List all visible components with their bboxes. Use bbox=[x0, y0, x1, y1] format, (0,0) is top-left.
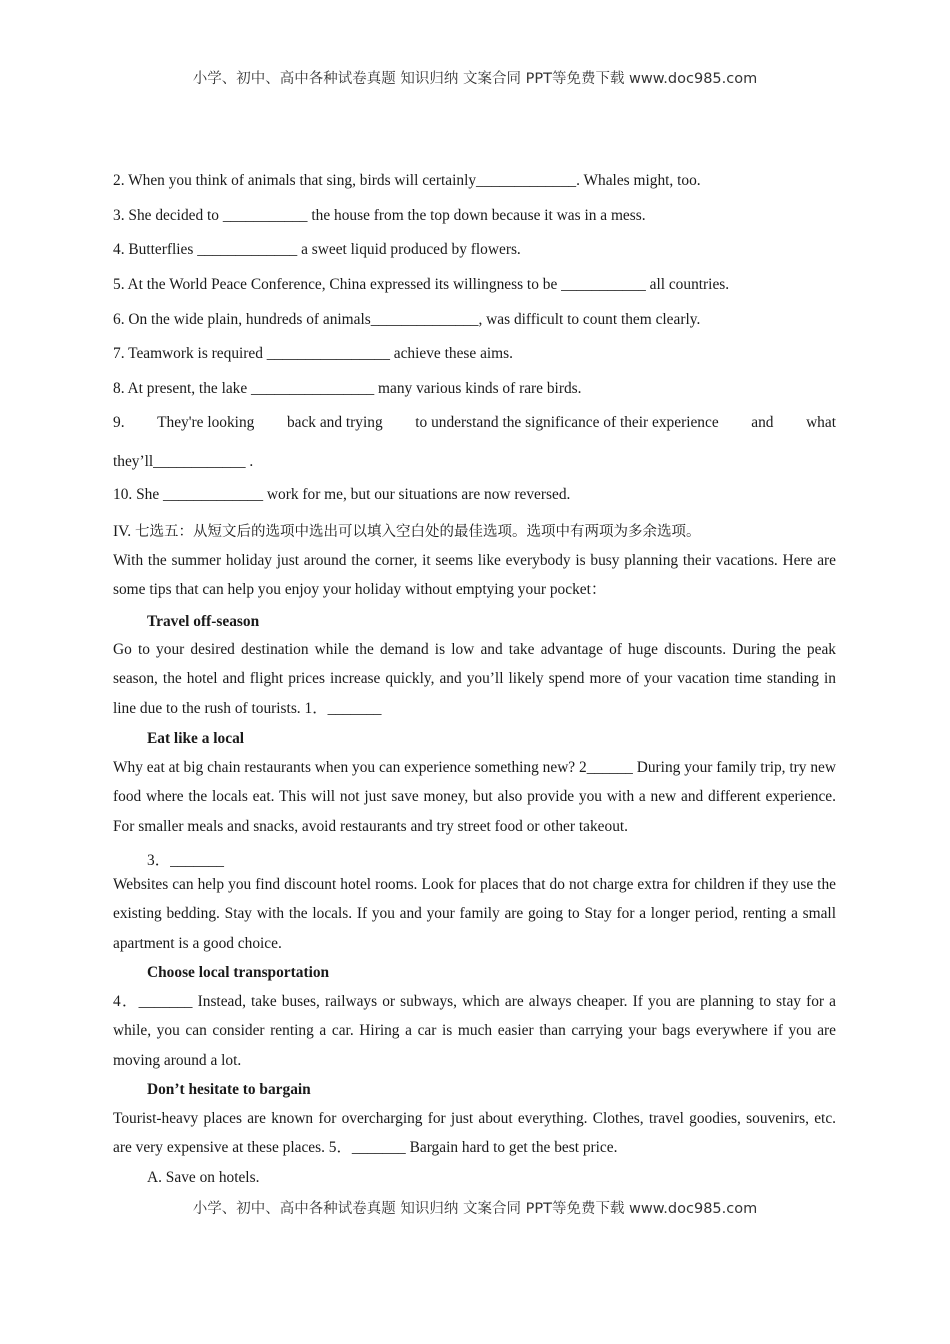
question-8: 8. At present, the lake ________________ many various kinds of rare birds. bbox=[113, 380, 582, 397]
section-instruction: 七选五：从短文后的选项中选出可以填入空白处的最佳选项。选项中有两项为多余选项。 bbox=[134, 524, 701, 540]
paragraph-1: Go to your desired destination while the demand is low and take advantage of huge discounts. During the peak season, the hotel and flight prices increase quickly, and you’ll likely spend more of your vacation time standing in line due to the rush of tourists. 1．_______ bbox=[113, 641, 836, 717]
section-4-heading bbox=[113, 520, 700, 541]
option-a: A. Save on hotels. bbox=[147, 1169, 260, 1186]
paragraph-2: Why eat at big chain restaurants when you can experience something new? 2______ During your family trip, try new food where the locals eat. This will not just save money, but also provide you with a new and different experience. For smaller meals and snacks, avoid restaurants and try street food or other takeout. bbox=[113, 759, 836, 835]
question-4: 4. Butterflies _____________ a sweet liquid produced by flowers. bbox=[113, 241, 521, 258]
question-3: 3. She decided to ___________ the house from the top down because it was in a mess. bbox=[113, 207, 646, 224]
section-number: IV. bbox=[113, 523, 132, 540]
blank-3: 3．_______ bbox=[147, 852, 224, 869]
question-6: 6. On the wide plain, hundreds of animals______________, was difficult to count them clearly. bbox=[113, 311, 701, 328]
subheading-choose-local-transportation: Choose local transportation bbox=[147, 964, 330, 981]
question-9-continued: they’ll____________ . bbox=[113, 453, 254, 470]
q9-word: 9. bbox=[113, 414, 125, 431]
intro-paragraph: With the summer holiday just around the corner, it seems like everybody is busy planning their vacations. Here are some tips that can help you enjoy your holiday without emptying your pocket： bbox=[113, 552, 836, 599]
q9-word: what bbox=[806, 414, 836, 431]
paragraph-3: Websites can help you find discount hotel rooms. Look for places that do not charge extra for children if they use the existing bedding. Stay with the locals. If you and your family are going to Stay for a longer period, renting a small apartment is a good choice. bbox=[113, 876, 836, 952]
question-5: 5. At the World Peace Conference, China expressed its willingness to be ___________ all countries. bbox=[113, 276, 730, 293]
q9-word: to understand the significance of their experience bbox=[415, 414, 719, 431]
page-header: 小学、初中、高中各种试卷真题 知识归纳 文案合同 PPT等免费下载 www.doc985.com bbox=[192, 71, 758, 87]
page-footer: 小学、初中、高中各种试卷真题 知识归纳 文案合同 PPT等免费下载 www.doc985.com bbox=[192, 1201, 758, 1217]
subheading-travel-off-season: Travel off-season bbox=[147, 613, 260, 630]
question-9 bbox=[113, 414, 836, 432]
subheading-eat-like-a-local: Eat like a local bbox=[147, 730, 245, 747]
q9-word: They're looking bbox=[157, 414, 255, 431]
paragraph-4: 4．_______ Instead, take buses, railways or subways, which are always cheaper. If you are planning to stay for a while, you can consider renting a car. Hiring a car is much easier than carrying your bags everywhere if you are moving around a lot. bbox=[113, 993, 836, 1069]
question-10: 10. She _____________ work for me, but our situations are now reversed. bbox=[113, 486, 571, 503]
question-7: 7. Teamwork is required ________________ achieve these aims. bbox=[113, 345, 513, 362]
paragraph-5: Tourist-heavy places are known for overcharging for just about everything. Clothes, travel goodies, souvenirs, etc. are very expensive at these places. 5．_______ Bargain hard to get the best price. bbox=[113, 1110, 836, 1157]
subheading-dont-hesitate-to-bargain: Don’t hesitate to bargain bbox=[147, 1081, 311, 1098]
q9-word: back and trying bbox=[286, 414, 383, 431]
question-2: 2. When you think of animals that sing, birds will certainly_____________. Whales might, too. bbox=[113, 172, 701, 189]
q9-word: and bbox=[751, 414, 774, 431]
